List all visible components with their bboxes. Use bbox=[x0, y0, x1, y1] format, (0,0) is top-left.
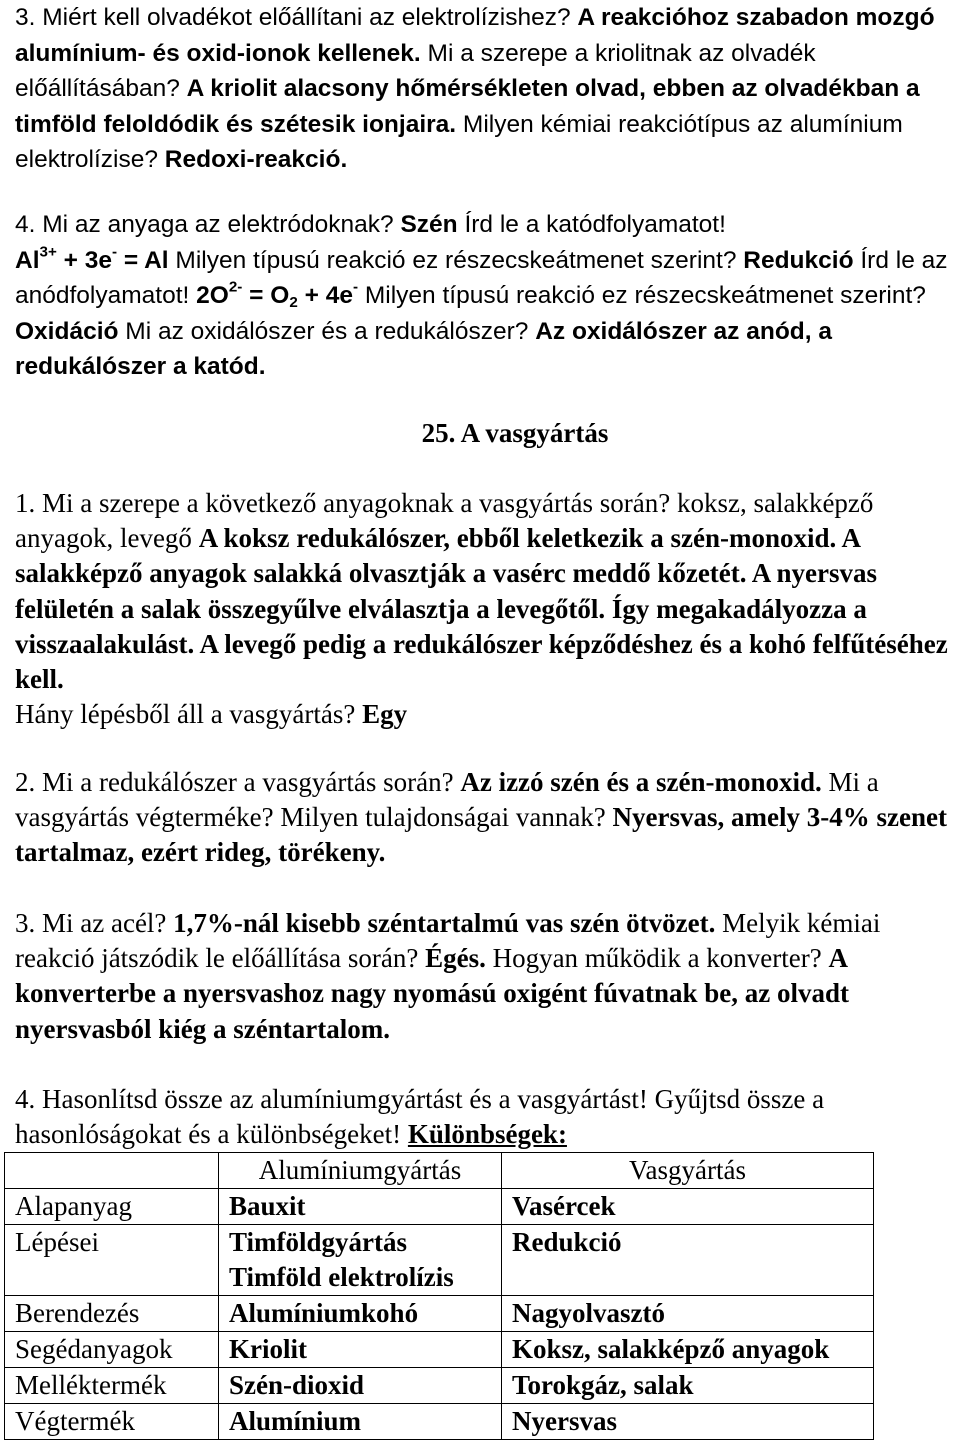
table-row bbox=[5, 1404, 874, 1440]
row-label: Berendezés bbox=[5, 1296, 219, 1332]
row-label: Végtermék bbox=[5, 1404, 219, 1440]
answer-text: A reakcióhoz szabadon mozgó alumínium- és oxid-ionok kellenek. bbox=[15, 4, 935, 67]
alu-cell: Alumínium bbox=[219, 1404, 502, 1440]
answer-text: Redoxi-reakció. bbox=[164, 146, 348, 173]
question-text: 3. Mi az acél? bbox=[15, 908, 167, 938]
cathode-equation: $Al^{3+} + 3e^- = Al$ bbox=[15, 243, 169, 274]
row-label: Alapanyag bbox=[5, 1189, 219, 1225]
question-text: 3. Miért kell olvadékot előállítani az elektrolízishez? bbox=[15, 4, 571, 31]
answer-text: A koksz redukálószer, ebből keletkezik a szén-monoxid. A salakképző anyagok salakká olvasztják a vasérc meddő kőzetét. A nyersvas felületén a salak összegyűlve elválasztja a levegőtől. Így megakadályozza a visszaalakulást. A levegő pedig a redukálószer képződéshez és a kohó felfűtéséhez kell. bbox=[15, 523, 948, 695]
answer-text: A kriolit alacsony hőmérsékleten olvad, ebben az olvadékban a timföld feloldódik és szétesik ionjaira. bbox=[15, 75, 920, 138]
answer-label: Különbségek: bbox=[407, 1119, 567, 1150]
iron-question-4 bbox=[15, 1082, 960, 1152]
table-header-cell bbox=[5, 1153, 219, 1189]
iron-question-2 bbox=[15, 765, 960, 871]
row-label: Segédanyagok bbox=[5, 1332, 219, 1368]
answer-text: 1,7%-nál kisebb széntartalmú vas szén ötvözet. bbox=[173, 908, 716, 938]
iron-cell: Torokgáz, salak bbox=[502, 1368, 874, 1404]
answer-text: Oxidáció bbox=[15, 317, 119, 345]
row-label: Melléktermék bbox=[5, 1368, 219, 1404]
iron-question-1 bbox=[15, 486, 960, 732]
question-text: 1. Mi a szerepe a következő anyagoknak a vasgyártás során? bbox=[15, 488, 671, 518]
answer-text: Égés. bbox=[425, 943, 486, 974]
iron-question-3 bbox=[15, 906, 960, 1047]
alu-question-3 bbox=[15, 0, 960, 178]
answer-text: A konverterbe a nyersvashoz nagy nyomású oxigént fúvatnak be, az olvadt nyersvasból kiég a széntartalom. bbox=[15, 943, 850, 1044]
table-row bbox=[5, 1368, 874, 1404]
table-header-cell: Vasgyártás bbox=[502, 1153, 874, 1189]
question-text: Milyen kémiai reakciótípus az alumínium elektrolízise? bbox=[15, 110, 903, 173]
alu-cell: Kriolit bbox=[219, 1332, 502, 1368]
question-text: 2. Mi a redukálószer a vasgyártás során? bbox=[15, 767, 454, 797]
table-row bbox=[5, 1296, 874, 1332]
question-text: Hány lépésből áll a vasgyártás? bbox=[15, 699, 356, 730]
alu-cell: Szén-dioxid bbox=[219, 1368, 502, 1404]
answer-text: Redukció bbox=[743, 246, 854, 274]
answer-text: Az oxidálószer az anód, a redukálószer a katód. bbox=[15, 317, 832, 380]
question-text: Melyik kémiai reakció játszódik le előállítása során? bbox=[15, 908, 881, 974]
iron-cell: Koksz, salakképző anyagok bbox=[502, 1332, 874, 1368]
alu-cell: Timföldgyártás Timföld elektrolízis bbox=[219, 1225, 502, 1296]
question-text: Milyen típusú reakció ez részecskeátmenet szerint? bbox=[364, 282, 926, 309]
table-row bbox=[5, 1225, 874, 1296]
alu-cell: Alumíniumkohó bbox=[219, 1296, 502, 1332]
iron-cell: Nyersvas bbox=[502, 1404, 874, 1440]
question-text: 4. Mi az anyaga az elektródoknak? bbox=[15, 211, 394, 238]
question-text: Mi a vasgyártás végterméke? Milyen tulajdonságai vannak? bbox=[15, 767, 879, 833]
table-row bbox=[5, 1189, 874, 1225]
anode-equation: $2O^{2-} = O_2 + 4e^-$ bbox=[196, 278, 359, 311]
iron-cell: Redukció bbox=[502, 1225, 874, 1296]
question-text: Milyen típusú reakció ez részecskeátmenet szerint? bbox=[175, 246, 737, 274]
task-text: Írd le az anódfolyamatot! bbox=[15, 246, 948, 309]
question-text: koksz, salakképző anyagok, levegő bbox=[15, 488, 874, 554]
task-text: Írd le a katódfolyamatot! bbox=[464, 211, 726, 238]
answer-text: Egy bbox=[362, 699, 408, 730]
question-text: Mi az oxidálószer és a redukálószer? bbox=[125, 317, 529, 345]
question-text: Hogyan működik a konverter? bbox=[492, 943, 822, 974]
table-row bbox=[5, 1332, 874, 1368]
table-header-row bbox=[5, 1153, 874, 1189]
question-text: Mi a szerepe a kriolitnak az olvadék előállításában? bbox=[15, 39, 816, 102]
answer-text: Szén bbox=[400, 211, 458, 238]
section-title: 25. A vasgyártás bbox=[421, 418, 609, 448]
iron-cell: Nagyolvasztó bbox=[502, 1296, 874, 1332]
table-header-cell: Alumíniumgyártás bbox=[219, 1153, 502, 1189]
question-text: 4. Hasonlítsd össze az alumíniumgyártást és a vasgyártást! Gyűjtsd össze a hasonlóságokat és a különbségeket! bbox=[15, 1084, 825, 1150]
alu-cell: Bauxit bbox=[219, 1189, 502, 1225]
comparison-table bbox=[4, 1152, 874, 1440]
iron-cell: Vasércek bbox=[502, 1189, 874, 1225]
answer-text: Nyersvas, amely 3-4% szenet tartalmaz, ezért rideg, törékeny. bbox=[15, 802, 947, 868]
answer-text: Az izzó szén és a szén-monoxid. bbox=[460, 767, 822, 797]
alu-question-4 bbox=[15, 207, 960, 385]
row-label: Lépései bbox=[5, 1225, 219, 1296]
